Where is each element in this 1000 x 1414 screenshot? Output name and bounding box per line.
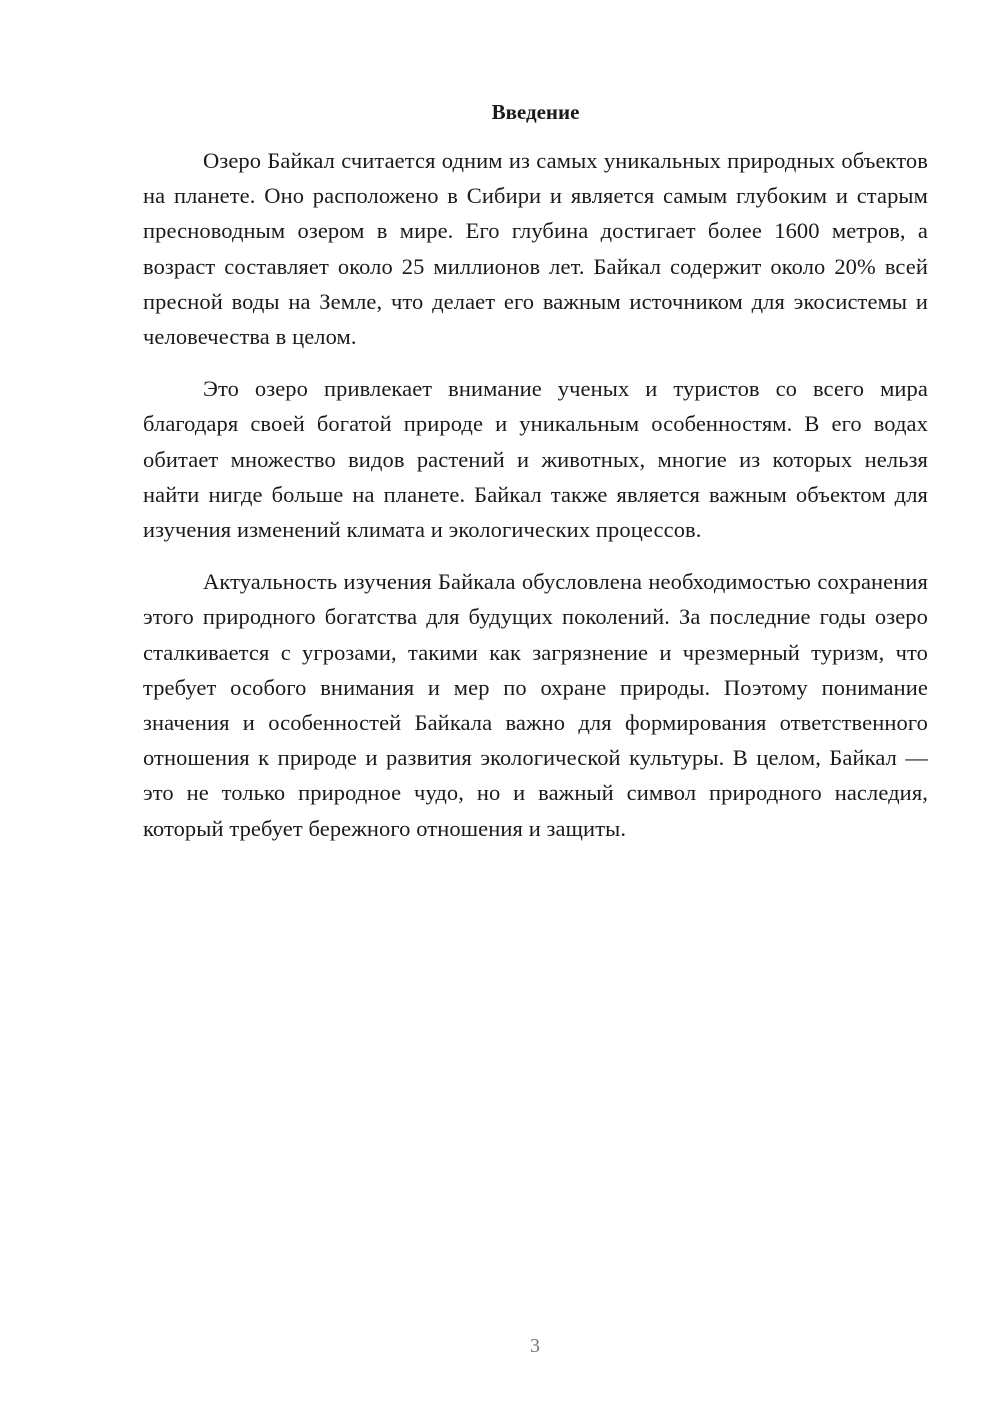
body-text bbox=[143, 143, 928, 863]
page-title: Введение bbox=[491, 100, 580, 124]
paragraph-3: Актуальность изучения Байкала обусловлена необходимостью сохранения этого природного богатства для будущих поколений. За последние годы озеро сталкивается с угрозами, такими как загрязнение и чрезмерный туризм, что требует особого внимания и мер по охране природы. Поэтому понимание значения и особенностей Байкала важно для формирования ответственного отношения к природе и развития экологической культуры. В целом, Байкал — это не только природное чудо, но и важный символ природного наследия, который требует бережного отношения и защиты. bbox=[143, 569, 928, 841]
paragraph-2: Это озеро привлекает внимание ученых и туристов со всего мира благодаря своей богатой природе и уникальным особенностям. В его водах обитает множество видов растений и животных, многие из которых нельзя найти нигде больше на планете. Байкал также является важным объектом для изучения изменений климата и экологических процессов. bbox=[143, 376, 928, 543]
page-number: 3 bbox=[530, 1335, 540, 1357]
paragraph-1: Озеро Байкал считается одним из самых уникальных природных объектов на планете. Оно расположено в Сибири и является самым глубоким и старым пресноводным озером в мире. Его глубина достигает более 1600 метров, а возраст составляет около 25 миллионов лет. Байкал содержит около 20% всей пресной воды на Земле, что делает его важным источником для экосистемы и человечества в целом. bbox=[143, 148, 928, 350]
